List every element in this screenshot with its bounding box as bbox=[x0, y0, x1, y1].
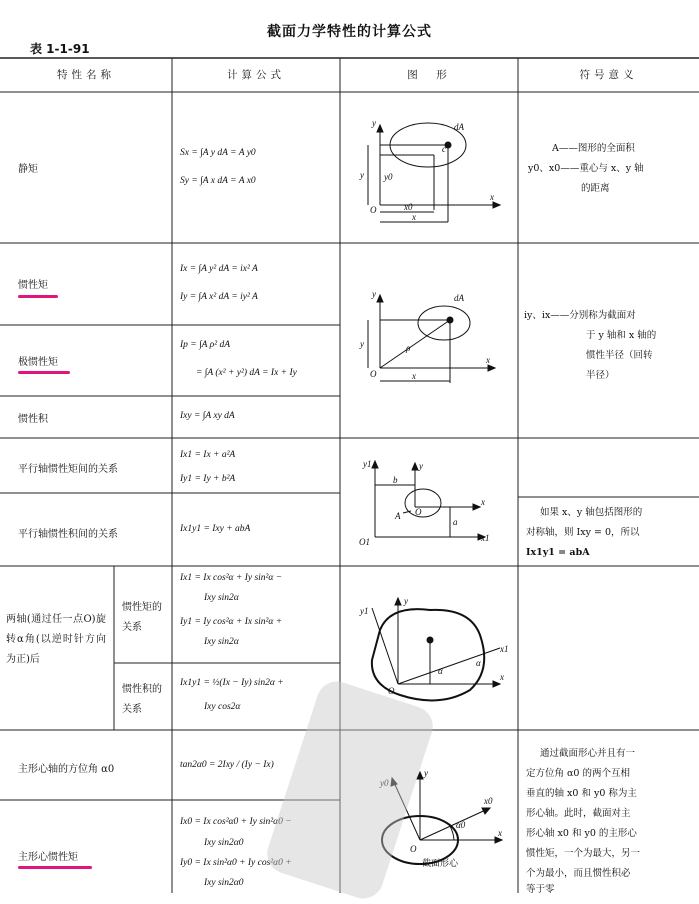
symbol-text: 定方位角 α0 的两个互相 bbox=[526, 768, 630, 779]
symbol-text: 惯性半径（回转 bbox=[586, 350, 653, 361]
formula: Ix1 = Ix + a²A bbox=[180, 450, 236, 460]
highlight-underline bbox=[18, 295, 58, 298]
symbol-text: 半径） bbox=[586, 370, 615, 381]
symbol-text: 等于零 bbox=[526, 884, 555, 895]
fig2-label: x bbox=[412, 371, 416, 381]
formula: Ixy sin2α bbox=[204, 637, 239, 647]
fig1-label: x bbox=[412, 212, 416, 222]
symbol-text: y0、x0——重心与 x、y 轴 bbox=[528, 163, 644, 174]
fig1-label: O bbox=[370, 205, 377, 215]
formula: Ixy sin2α0 bbox=[204, 838, 244, 848]
symbol-text: 通过截面形心并且有一 bbox=[540, 748, 636, 759]
symbol-text: 垂直的轴 x0 和 y0 称为主 bbox=[526, 788, 637, 799]
fig5-label: 截面形心 bbox=[422, 858, 459, 868]
table-number: 表 1-1-91 bbox=[30, 42, 90, 56]
fig1-label: x0 bbox=[404, 202, 413, 212]
symbol-text: iy、ix——分别称为截面对 bbox=[524, 310, 636, 321]
formula: Ix1y1 = ½(Ix − Iy) sin2α + bbox=[180, 678, 284, 688]
fig2-label: dA bbox=[454, 293, 464, 303]
formula: Ix0 = Ix cos²α0 + Iy sin²α0 − bbox=[180, 817, 292, 827]
fig2-label: y bbox=[372, 289, 376, 299]
highlight-underline bbox=[18, 866, 92, 869]
fig3-label: a bbox=[453, 517, 458, 527]
header-formula: 计算公式 bbox=[227, 69, 285, 81]
fig1-label: y0 bbox=[384, 172, 393, 182]
row-sub-rotated-product: 惯性积的关系 bbox=[122, 684, 162, 715]
fig4-label: α bbox=[438, 666, 443, 676]
fig4-label: α bbox=[476, 658, 481, 668]
formula: Iy0 = Ix sin²α0 + Iy cos²α0 + bbox=[180, 858, 292, 868]
formula: tan2α0 = 2Ixy / (Iy − Ix) bbox=[180, 760, 274, 770]
fig4-label: x bbox=[500, 672, 504, 682]
fig3-label: y bbox=[419, 461, 423, 471]
page-title: 截面力学特性的计算公式 bbox=[267, 24, 432, 40]
row-name-product-of-inertia: 惯性积 bbox=[18, 414, 48, 425]
fig5-label: y0 bbox=[380, 778, 389, 788]
fig3-label: x1 bbox=[481, 533, 490, 543]
formula: Ixy sin2α bbox=[204, 593, 239, 603]
row-name-parallel-axis-product: 平行轴惯性积间的关系 bbox=[18, 529, 118, 540]
symbol-text: 的距离 bbox=[581, 183, 610, 194]
row-sub-rotated-moment: 惯性矩的关系 bbox=[122, 602, 162, 633]
symbol-text: 个为最小，而且惯性积必 bbox=[526, 868, 631, 879]
fig5-label: α0 bbox=[456, 820, 466, 830]
fig4-label: y1 bbox=[360, 606, 369, 616]
row-name-moment-of-inertia: 惯性矩 bbox=[18, 280, 48, 291]
fig2-label: O bbox=[370, 369, 377, 379]
figure-static-moment bbox=[350, 110, 510, 235]
header-name: 特性名称 bbox=[57, 69, 115, 81]
fig4-label: O bbox=[388, 686, 395, 696]
fig3-label: O1 bbox=[359, 537, 370, 547]
fig1-label: y bbox=[372, 118, 376, 128]
fig3-label: b bbox=[393, 475, 398, 485]
row-name-principal-angle: 主形心轴的方位角 α0 bbox=[18, 764, 115, 775]
formula: Ixy = ∫A xy dA bbox=[180, 411, 235, 421]
formula: Ixy cos2α bbox=[204, 702, 241, 712]
fig4-label: x1 bbox=[500, 644, 509, 654]
symbol-text: 对称轴，则 Ixy = 0，所以 bbox=[526, 527, 640, 538]
fig2-label: ρ bbox=[406, 343, 411, 353]
formula: Ix = ∫A y² dA = ix² A bbox=[180, 264, 258, 274]
fig3-label: x bbox=[481, 497, 485, 507]
row-name-parallel-axis-moment: 平行轴惯性矩间的关系 bbox=[18, 464, 118, 475]
fig1-label: c bbox=[442, 144, 446, 154]
fig2-label: y bbox=[360, 339, 364, 349]
formula: Ix1 = Ix cos²α + Iy sin²α − bbox=[180, 573, 283, 583]
row-name-polar-moment: 极惯性矩 bbox=[18, 357, 58, 368]
symbol-text: 形心轴。此时，截面对主 bbox=[526, 808, 631, 819]
header-figure: 图 形 bbox=[407, 69, 451, 81]
fig1-label: x bbox=[490, 192, 494, 202]
symbol-text: A——图形的全面积 bbox=[552, 143, 635, 154]
formula: Iy1 = Iy cos²α + Ix sin²α + bbox=[180, 617, 283, 627]
formula: Iy1 = Iy + b²A bbox=[180, 474, 236, 484]
fig5-label: O bbox=[410, 844, 417, 854]
formula: Sx = ∫A y dA = A y0 bbox=[180, 148, 256, 158]
symbol-text: 惯性矩，一个为最大，另一 bbox=[526, 848, 641, 859]
fig4-label: y bbox=[404, 596, 408, 606]
highlight-underline bbox=[18, 371, 70, 374]
fig3-label: y1 bbox=[363, 459, 372, 469]
formula: Sy = ∫A x dA = A x0 bbox=[180, 176, 256, 186]
header-symbol: 符号意义 bbox=[579, 69, 638, 81]
row-name-rotated-axes: 两轴(通过任一点O)旋转α角(以逆时针方向为正)后 bbox=[6, 614, 106, 665]
fig3-label: O bbox=[415, 507, 422, 517]
formula: Ixy sin2α0 bbox=[204, 878, 244, 888]
formula: = ∫A (x² + y²) dA = Ix + Iy bbox=[196, 368, 297, 378]
symbol-text: Ix1y1 = abA bbox=[526, 547, 590, 558]
formula: Ix1y1 = Ixy + abA bbox=[180, 524, 251, 534]
fig1-label: y bbox=[360, 170, 364, 180]
symbol-text: 于 y 轴和 x 轴的 bbox=[586, 330, 657, 341]
figure-moment-of-inertia bbox=[350, 285, 510, 395]
formula: Iy = ∫A x² dA = iy² A bbox=[180, 292, 258, 302]
formula: Ip = ∫A ρ² dA bbox=[180, 340, 231, 350]
fig5-label: y bbox=[424, 768, 428, 778]
row-name-static-moment: 静矩 bbox=[18, 164, 38, 175]
row-name-principal-moment: 主形心惯性矩 bbox=[18, 852, 78, 863]
figure-parallel-axes bbox=[355, 455, 505, 555]
fig5-label: x0 bbox=[484, 796, 493, 806]
fig5-label: x bbox=[498, 828, 502, 838]
fig2-label: x bbox=[486, 355, 490, 365]
fig1-label: dA bbox=[454, 122, 464, 132]
fig3-label: A bbox=[395, 511, 401, 521]
symbol-text: 如果 x、y 轴包括图形的 bbox=[540, 507, 643, 518]
symbol-text: 形心轴 x0 和 y0 的主形心 bbox=[526, 828, 637, 839]
